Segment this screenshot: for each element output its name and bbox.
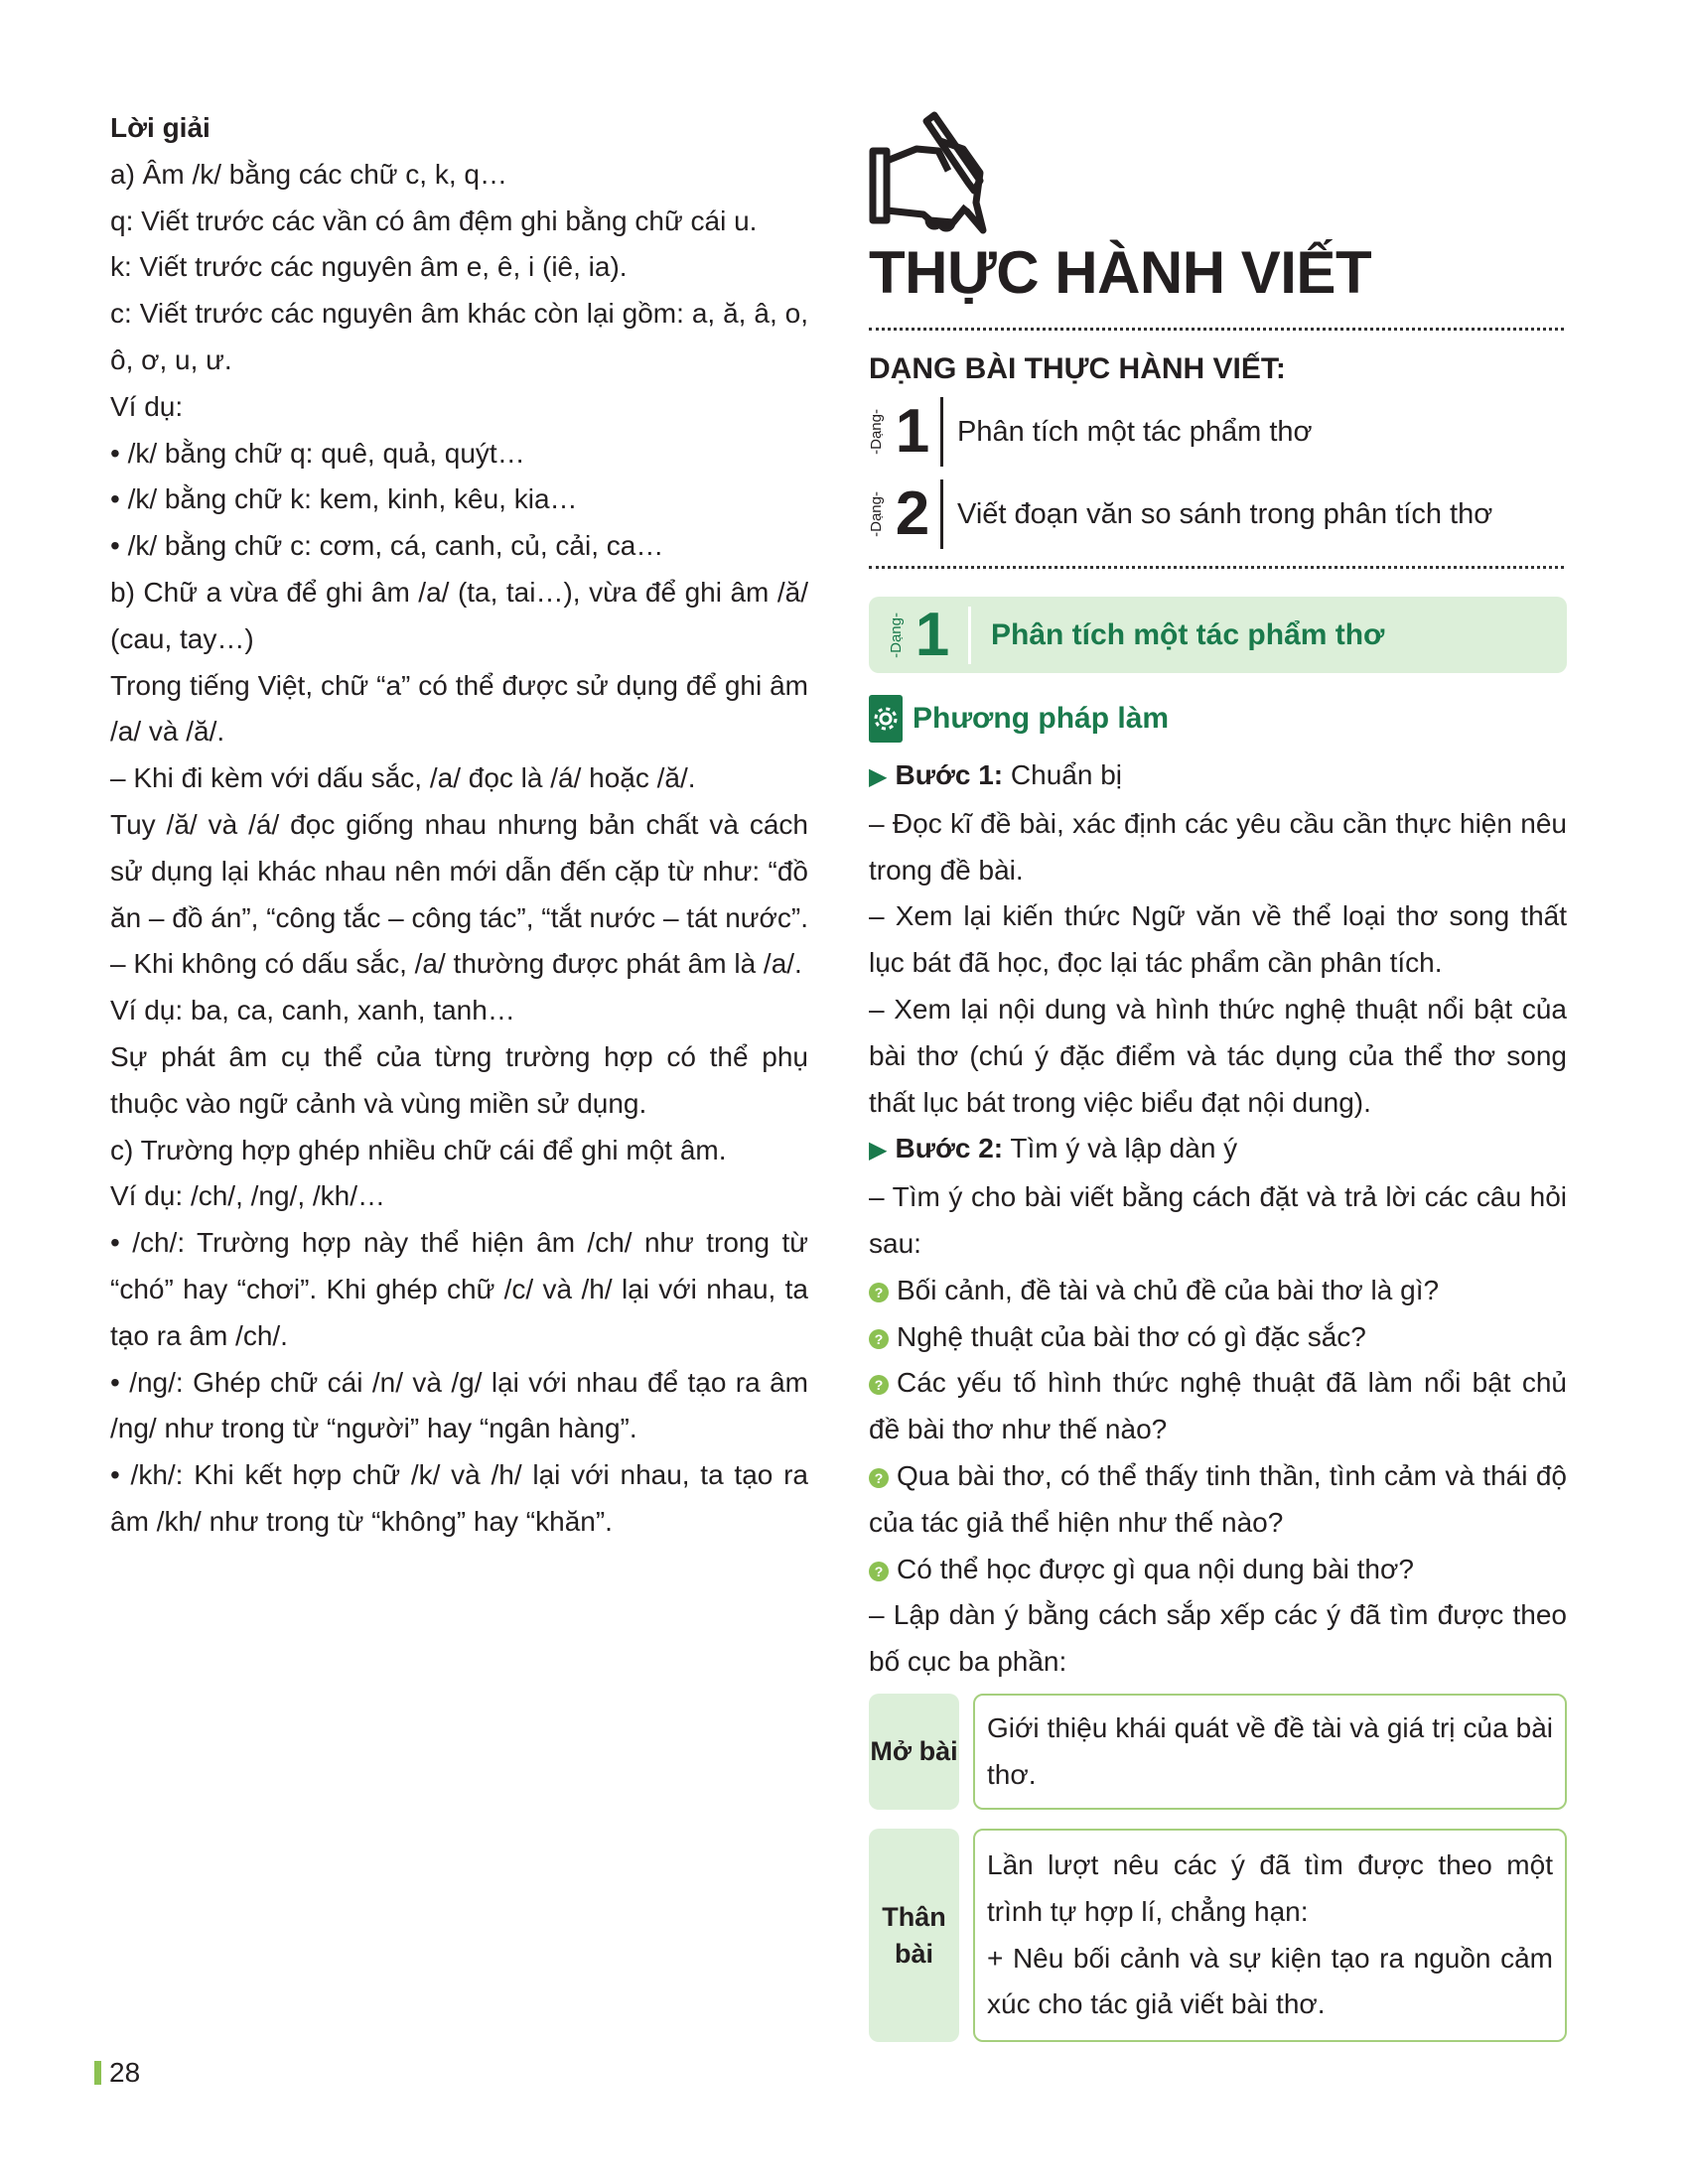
outline-content <box>973 1694 1567 1810</box>
question-item <box>869 1314 1567 1361</box>
question-item <box>869 1268 1567 1314</box>
question-icon: ? <box>869 1283 889 1302</box>
paragraph: q: Viết trước các vần có âm đệm ghi bằng chữ cái u. <box>110 205 758 236</box>
step-2-heading <box>869 1126 1567 1174</box>
divider <box>869 328 1564 331</box>
section-title: Phân tích một tác phẩm thơ <box>991 617 1385 651</box>
paragraph: • /k/ bằng chữ c: cơm, cá, canh, củ, cải, ca… <box>110 530 664 562</box>
method-heading <box>869 695 1169 743</box>
paragraph: Ví dụ: ba, ca, canh, xanh, tanh… <box>110 995 515 1026</box>
separator <box>940 397 943 467</box>
method-steps <box>869 752 1567 1686</box>
paragraph: c: Viết trước các nguyên âm khác còn lại gồm: a, ă, â, o, ô, ơ, u, ư. <box>110 298 808 375</box>
separator <box>968 607 971 664</box>
dang-label: -Dạng- <box>868 491 885 537</box>
question-icon: ? <box>869 1468 889 1488</box>
type-item-2 <box>869 479 1492 549</box>
question-text: Qua bài thơ, có thể thấy tinh thần, tình cảm và thái độ của tác giả thể hiện như thế nào? <box>869 1459 1567 1538</box>
type-item-1 <box>869 397 1313 467</box>
type-text: Phân tích một tác phẩm thơ <box>957 415 1313 448</box>
page-marker <box>94 2061 101 2085</box>
outline-text: Lần lượt nêu các ý đã tìm được theo một trình tự hợp lí, chẳng hạn: <box>987 1848 1553 1927</box>
solution-heading: Lời giải <box>110 112 211 143</box>
outline-text: Giới thiệu khái quát về đề tài và giá trị của bài thơ. <box>987 1711 1553 1790</box>
dang-label: -Dạng- <box>868 409 885 455</box>
step-item: – Tìm ý cho bài viết bằng cách đặt và trả lời các câu hỏi sau: <box>869 1181 1567 1259</box>
question-icon: ? <box>869 1562 889 1581</box>
step-label: Bước 2: <box>895 1133 1004 1164</box>
paragraph: • /ch/: Trường hợp này thể hiện âm /ch/ như trong từ “chó” hay “chơi”. Khi ghép chữ /c/ và /h/ lại với nhau, ta tạo ra âm /ch/. <box>110 1227 808 1351</box>
separator <box>940 479 943 549</box>
paragraph: Ví dụ: <box>110 390 184 422</box>
step-label: Bước 1: <box>895 759 1004 790</box>
type-number: 1 <box>895 397 930 466</box>
paragraph: c) Trường hợp ghép nhiều chữ cái để ghi một âm. <box>110 1134 727 1165</box>
paragraph: • /kh/: Khi kết hợp chữ /k/ và /h/ lại với nhau, ta tạo ra âm /kh/ như trong từ “không” hay “khăn”. <box>110 1459 808 1537</box>
play-triangle-icon: ▶ <box>869 763 888 790</box>
outline-row-intro <box>869 1694 1567 1810</box>
outline-label: Thân bài <box>869 1829 959 2042</box>
question-item <box>869 1360 1567 1453</box>
section-subheading: DẠNG BÀI THỰC HÀNH VIẾT: <box>869 352 1286 385</box>
dang-label: -Dạng- <box>888 612 905 658</box>
step-1-heading <box>869 752 1567 801</box>
step-item: – Đọc kĩ đề bài, xác định các yêu cầu cần thực hiện nêu trong đề bài. <box>869 807 1567 886</box>
method-label: Phương pháp làm <box>913 702 1170 735</box>
section-banner <box>869 597 1567 673</box>
outline-text: + Nêu bối cảnh và sự kiện tạo ra nguồn cảm xúc cho tác giả viết bài thơ. <box>987 1942 1553 2020</box>
page-number <box>94 2057 140 2089</box>
question-icon: ? <box>869 1329 889 1349</box>
question-text: Có thể học được gì qua nội dung bài thơ? <box>897 1553 1414 1584</box>
step-item: – Lập dàn ý bằng cách sắp xếp các ý đã tìm được theo bố cục ba phần: <box>869 1599 1567 1678</box>
question-text: Nghệ thuật của bài thơ có gì đặc sắc? <box>897 1320 1366 1352</box>
paragraph: k: Viết trước các nguyên âm e, ê, i (iê, ia). <box>110 251 628 283</box>
paragraph: b) Chữ a vừa để ghi âm /a/ (ta, tai…), vừa để ghi âm /ă/ (cau, tay…) <box>110 576 808 654</box>
paragraph: • /k/ bằng chữ q: quê, quả, quýt… <box>110 437 525 469</box>
solution-column <box>110 105 808 1546</box>
paragraph: Ví dụ: /ch/, /ng/, /kh/… <box>110 1180 386 1212</box>
question-icon: ? <box>869 1375 889 1395</box>
paragraph: – Khi đi kèm với dấu sắc, /a/ đọc là /á/ hoặc /ă/. <box>110 762 696 794</box>
step-text: Chuẩn bị <box>1010 759 1122 790</box>
outline-label: Mở bài <box>869 1694 959 1810</box>
step-item: – Xem lại nội dung và hình thức nghệ thuật nổi bật của bài thơ (chú ý đặc điểm và tác dụng của thể thơ song thất lục bát trong việc biểu đạt nội dung). <box>869 993 1567 1118</box>
type-number: 2 <box>895 479 930 548</box>
gear-icon <box>869 695 903 743</box>
page-title: THỰC HÀNH VIẾT <box>869 239 1372 306</box>
question-text: Các yếu tố hình thức nghệ thuật đã làm nổi bật chủ đề bài thơ như thế nào? <box>869 1367 1567 1445</box>
paragraph: a) Âm /k/ bằng các chữ c, k, q… <box>110 158 507 190</box>
paragraph: – Khi không có dấu sắc, /a/ thường được phát âm là /a/. <box>110 948 802 980</box>
paragraph: Sự phát âm cụ thể của từng trường hợp có thể phụ thuộc vào ngữ cảnh và vùng miền sử dụng. <box>110 1040 808 1119</box>
outline-row-body <box>869 1829 1567 2042</box>
question-item <box>869 1547 1567 1593</box>
play-triangle-icon: ▶ <box>869 1137 888 1164</box>
outline-content <box>973 1829 1567 2042</box>
section-number: 1 <box>914 600 950 669</box>
divider <box>869 566 1564 569</box>
paragraph: Trong tiếng Việt, chữ “a” có thể được sử dụng để ghi âm /a/ và /ă/. <box>110 669 808 748</box>
page-number-text: 28 <box>109 2057 141 2088</box>
step-item: – Xem lại kiến thức Ngữ văn về thể loại thơ song thất lục bát đã học, đọc lại tác phẩm cần phân tích. <box>869 900 1567 979</box>
question-text: Bối cảnh, đề tài và chủ đề của bài thơ là gì? <box>897 1274 1440 1305</box>
paragraph: Tuy /ă/ và /á/ đọc giống nhau nhưng bản chất và cách sử dụng lại khác nhau nên mới dẫn đến cặp từ như: “đồ ăn – đồ án”, “công tắc – công tác”, “tắt nước – tát nước”. <box>110 808 808 933</box>
step-text: Tìm ý và lập dàn ý <box>1010 1133 1238 1164</box>
hand-writing-icon <box>869 111 1008 245</box>
paragraph: • /ng/: Ghép chữ cái /n/ và /g/ lại với nhau để tạo ra âm /ng/ như trong từ “người” hay “ngân hàng”. <box>110 1366 808 1444</box>
question-item <box>869 1453 1567 1547</box>
type-text: Viết đoạn văn so sánh trong phân tích thơ <box>957 497 1493 530</box>
paragraph: • /k/ bằng chữ k: kem, kinh, kêu, kia… <box>110 483 578 515</box>
